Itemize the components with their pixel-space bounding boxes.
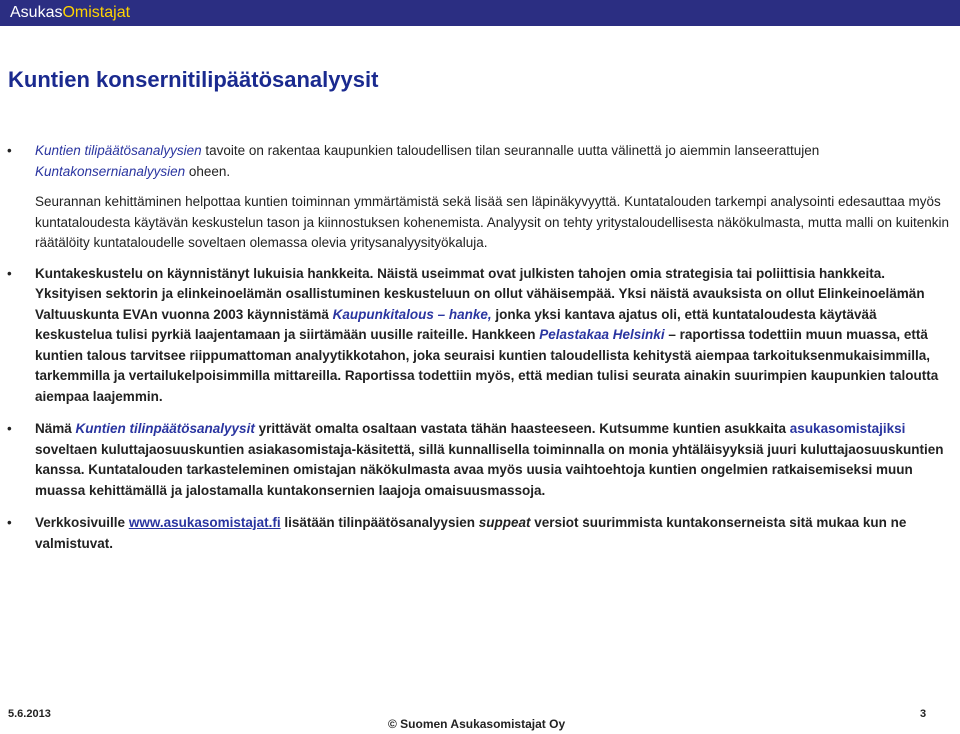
brand-part2: Omistajat	[62, 4, 131, 21]
bullet-icon: •	[7, 515, 12, 530]
bullet-list	[0, 141, 950, 568]
text-span: Kuntakeskustelu on käynnistänyt lukuisia hankkeita. Näistä useimmat ovat julkisten tahojen omia strategisia tai poliittisia hankkeita. Yksityisen sektorin ja elinkeinoelämän osallistuminen keskusteluun on ollut vähäisempää. Yksi näistä avauksista on ollut Elinkeinoelämän Valtuuskunta EVAn vuonna 2003 käynnistämä	[35, 265, 925, 322]
brand-logo	[10, 3, 130, 23]
text-span: Kuntien tilinpäätösanalyysit	[75, 421, 255, 436]
bullet-icon: •	[7, 265, 12, 281]
website-link[interactable]: www.asukasomistajat.fi	[128, 515, 281, 530]
text-span: lisätään tilinpäätösanalyysien	[280, 515, 479, 530]
footer-date: 5.6.2013	[8, 708, 51, 720]
text-span: versiot suurimmista kuntakonserneista sitä mukaa kun ne valmistuvat.	[35, 515, 907, 551]
header-bar	[0, 0, 960, 26]
bullet-3-paragraph	[35, 419, 950, 501]
bullet-item-2	[0, 264, 950, 408]
text-span: Kaupunkitalous – hanke,	[332, 306, 492, 322]
text-span: – raportissa todettiin muun muassa, että kuntien talous tarvitsee riippumattoman analyytikkotahon, joka seuraisi kuntien taloudellista kehitystä aiempaa tarkoituksenmukaisimmilla, tarkemmilla ja vertailukelpoisimmilla mittareilla. Raportissa todettiin myös, että median tulisi seurata ainakin suurimpien kaupunkien taloutta aiempaa laajemmin.	[35, 327, 939, 404]
bullet-1-paragraph-1	[35, 141, 950, 182]
text-span: asukasomistajiksi	[789, 421, 906, 436]
bullet-item-3	[0, 419, 950, 501]
text-span: tavoite on rakentaa kaupunkien taloudellisen tilan seurannalle uutta välinettä jo aiemmin lanseerattujen	[201, 143, 820, 158]
text-span: yrittävät omalta osaltaan vastata tähän haasteeseen. Kutsumme kuntien asukkaita	[254, 421, 790, 436]
bullet-4-paragraph	[35, 513, 950, 554]
text-span: Verkkosivuille	[35, 515, 129, 530]
text-span: Nämä	[35, 421, 76, 436]
text-span: Kuntien tilipäätösanalyysien	[35, 143, 202, 158]
bullet-2-paragraph	[35, 264, 950, 408]
page-title: Kuntien konsernitilipäätösanalyysit	[8, 67, 379, 92]
brand-part1: Asukas	[10, 4, 63, 21]
text-span: Pelastakaa Helsinki	[539, 327, 665, 342]
text-span: soveltaen kuluttajaosuuskuntien asiakasomistaja-käsitettä, sillä kunnallisella toiminnalla on monia yhtäläisyyksiä juuri kuluttajaosuuskuntien kanssa. Kuntatalouden tarkasteleminen omistajan näkökulmasta avaa myös uusia vaihtoehtoja kuntien ongelmien ratkaisemiseksi muun muassa kehittämällä ja jalostamalla kuntakonsernien laajoja omaisuusmassoja.	[35, 441, 944, 498]
bullet-item-4	[0, 513, 950, 554]
bullet-icon: •	[7, 143, 12, 158]
footer-copyright: © Suomen Asukasomistajat Oy	[388, 717, 566, 731]
bullet-icon: •	[7, 421, 12, 436]
text-span: suppeat	[478, 515, 531, 530]
text-span: oheen.	[185, 163, 231, 179]
bullet-1-paragraph-2: Seurannan kehittäminen helpottaa kuntien toiminnan ymmärtämistä sekä lisää sen läpinäkyvyyttä. Kuntatalouden tarkempi analysointi edesauttaa myös kuntataloudesta käytävän keskustelun tason ja kiinnostuksen kohenemista. Analyysit on tehty yritystaloudellisesta näkökulmasta, mutta malli on kuitenkin räätälöity kuntataloudelle soveltaen olemassa olevia yritysanalyysityökaluja.	[35, 194, 949, 250]
text-span: jonka yksi kantava ajatus oli, että kuntataloudesta käytävää keskustelua tulisi pyrkiä laajentamaan ja siirtämään uusille raiteille. Hankkeen	[35, 306, 877, 342]
text-span: Kuntakonsernianalyysien	[35, 163, 186, 179]
page-number: 3	[920, 708, 927, 720]
bullet-item-1	[0, 141, 950, 254]
